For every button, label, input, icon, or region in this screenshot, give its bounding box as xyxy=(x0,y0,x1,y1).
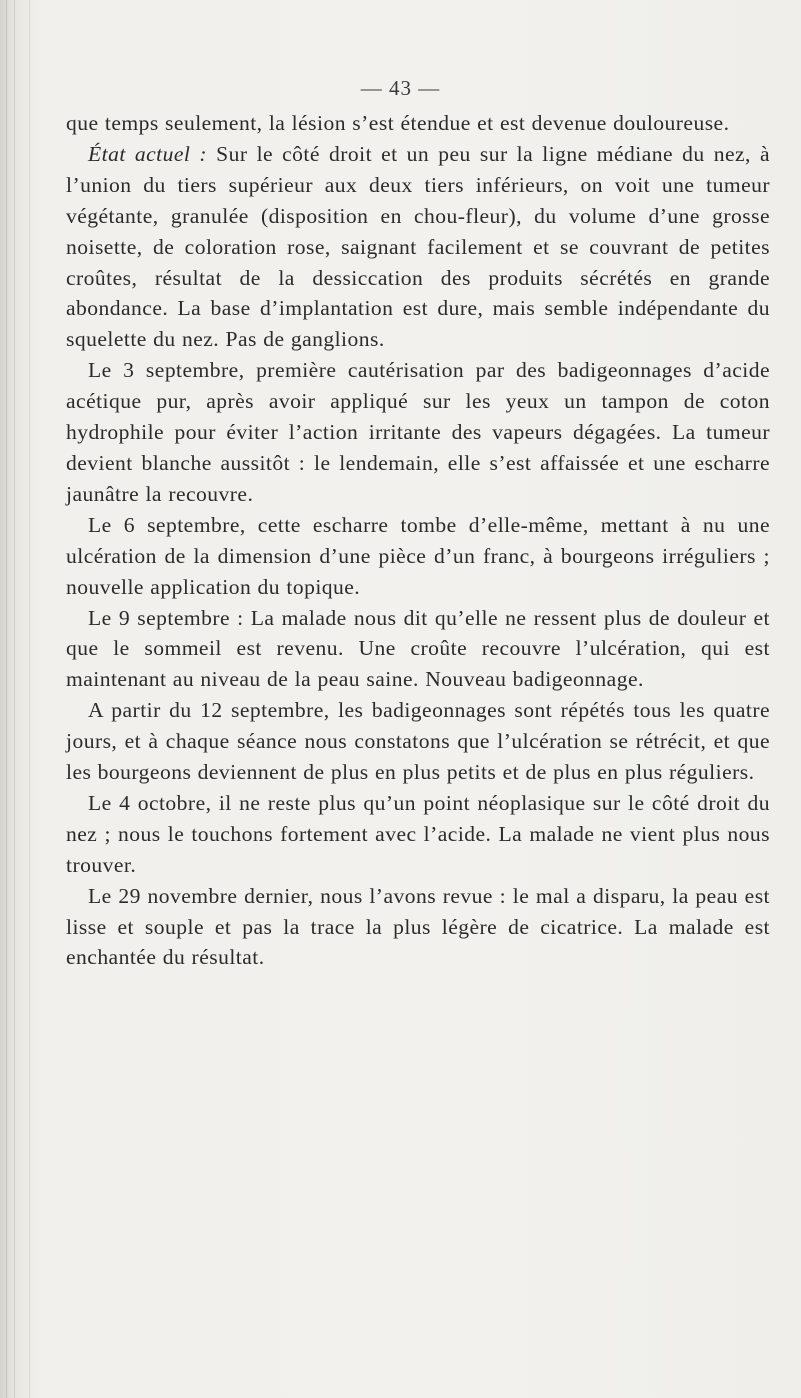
gutter-shadow-line xyxy=(6,0,7,1398)
paragraph-text: A partir du 12 septembre, les badigeonnages sont répétés tous les quatre jours, et à chaque séance nous constatons que l’ulcération se rétrécit, et que les bourgeons deviennent de plus en plus petits et de plus en plus réguliers. xyxy=(66,698,770,785)
gutter-shadow-line xyxy=(14,0,15,1398)
paragraph-text: Le 29 novembre dernier, nous l’avons revue : le mal a disparu, la peau est lisse et souple et pas la trace la plus légère de cicatrice. La malade est enchantée du résultat. xyxy=(66,883,770,970)
paragraph-text: Le 9 septembre : La malade nous dit qu’elle ne ressent plus de douleur et que le sommeil est revenu. Une croûte recouvre l’ulcération, qui est maintenant au niveau de la peau saine. Nouveau badigeonnage. xyxy=(66,605,770,692)
gutter-shadow-line xyxy=(29,0,30,1398)
paragraph-text: Sur le côté droit et un peu sur la ligne médiane du nez, à l’union du tiers supérieur aux deux tiers inférieurs, on voit une tumeur végétante, granulée (disposition en chou-fleur), du volume d’une grosse noisette, de coloration rose, saignant facilement et se couvrant de petites croûtes, résultat de la dessiccation des produits sécrétés en grande abondance. La base d’implantation est dure, mais semble indépendante du squelette du nez. Pas de ganglions. xyxy=(66,141,770,352)
paragraph-text: Le 3 septembre, première cautérisation par des badigeonnages d’acide acétique pur, après avoir appliqué sur les yeux un tampon de coton hydrophile pour éviter l’action irritante des vapeurs dégagées. La tumeur devient blanche aussitôt : le lendemain, elle s’est affaissée et une escharre jaunâtre la recouvre. xyxy=(66,358,770,506)
paragraph-text: que temps seulement, la lésion s’est étendue et est devenue douloureuse. xyxy=(66,111,730,135)
paragraph-text: Le 6 septembre, cette escharre tombe d’elle-même, mettant à nu une ulcération de la dimension d’une pièce d’un franc, à bourgeons irréguliers ; nouvelle application du topique. xyxy=(66,512,770,599)
paragraph-text: Le 4 octobre, il ne reste plus qu’un point néoplasique sur le côté droit du nez ; nous le touchons fortement avec l’acide. La malade ne vient plus nous trouver. xyxy=(66,790,770,877)
paragraph-etat-actuel xyxy=(66,139,770,355)
binding-gutter xyxy=(0,0,40,1398)
paragraph-29-novembre xyxy=(66,881,770,974)
paragraph-6-septembre xyxy=(66,510,770,603)
paragraph-3-septembre xyxy=(66,355,770,510)
page-number: — 43 — xyxy=(360,76,441,100)
paragraph-4-octobre xyxy=(66,788,770,881)
paragraph-9-septembre xyxy=(66,603,770,696)
body-text xyxy=(66,108,770,973)
paragraph-lead-italic: État actuel : xyxy=(88,141,208,166)
paragraph-continuation xyxy=(66,108,770,139)
paragraph-12-septembre xyxy=(66,695,770,788)
